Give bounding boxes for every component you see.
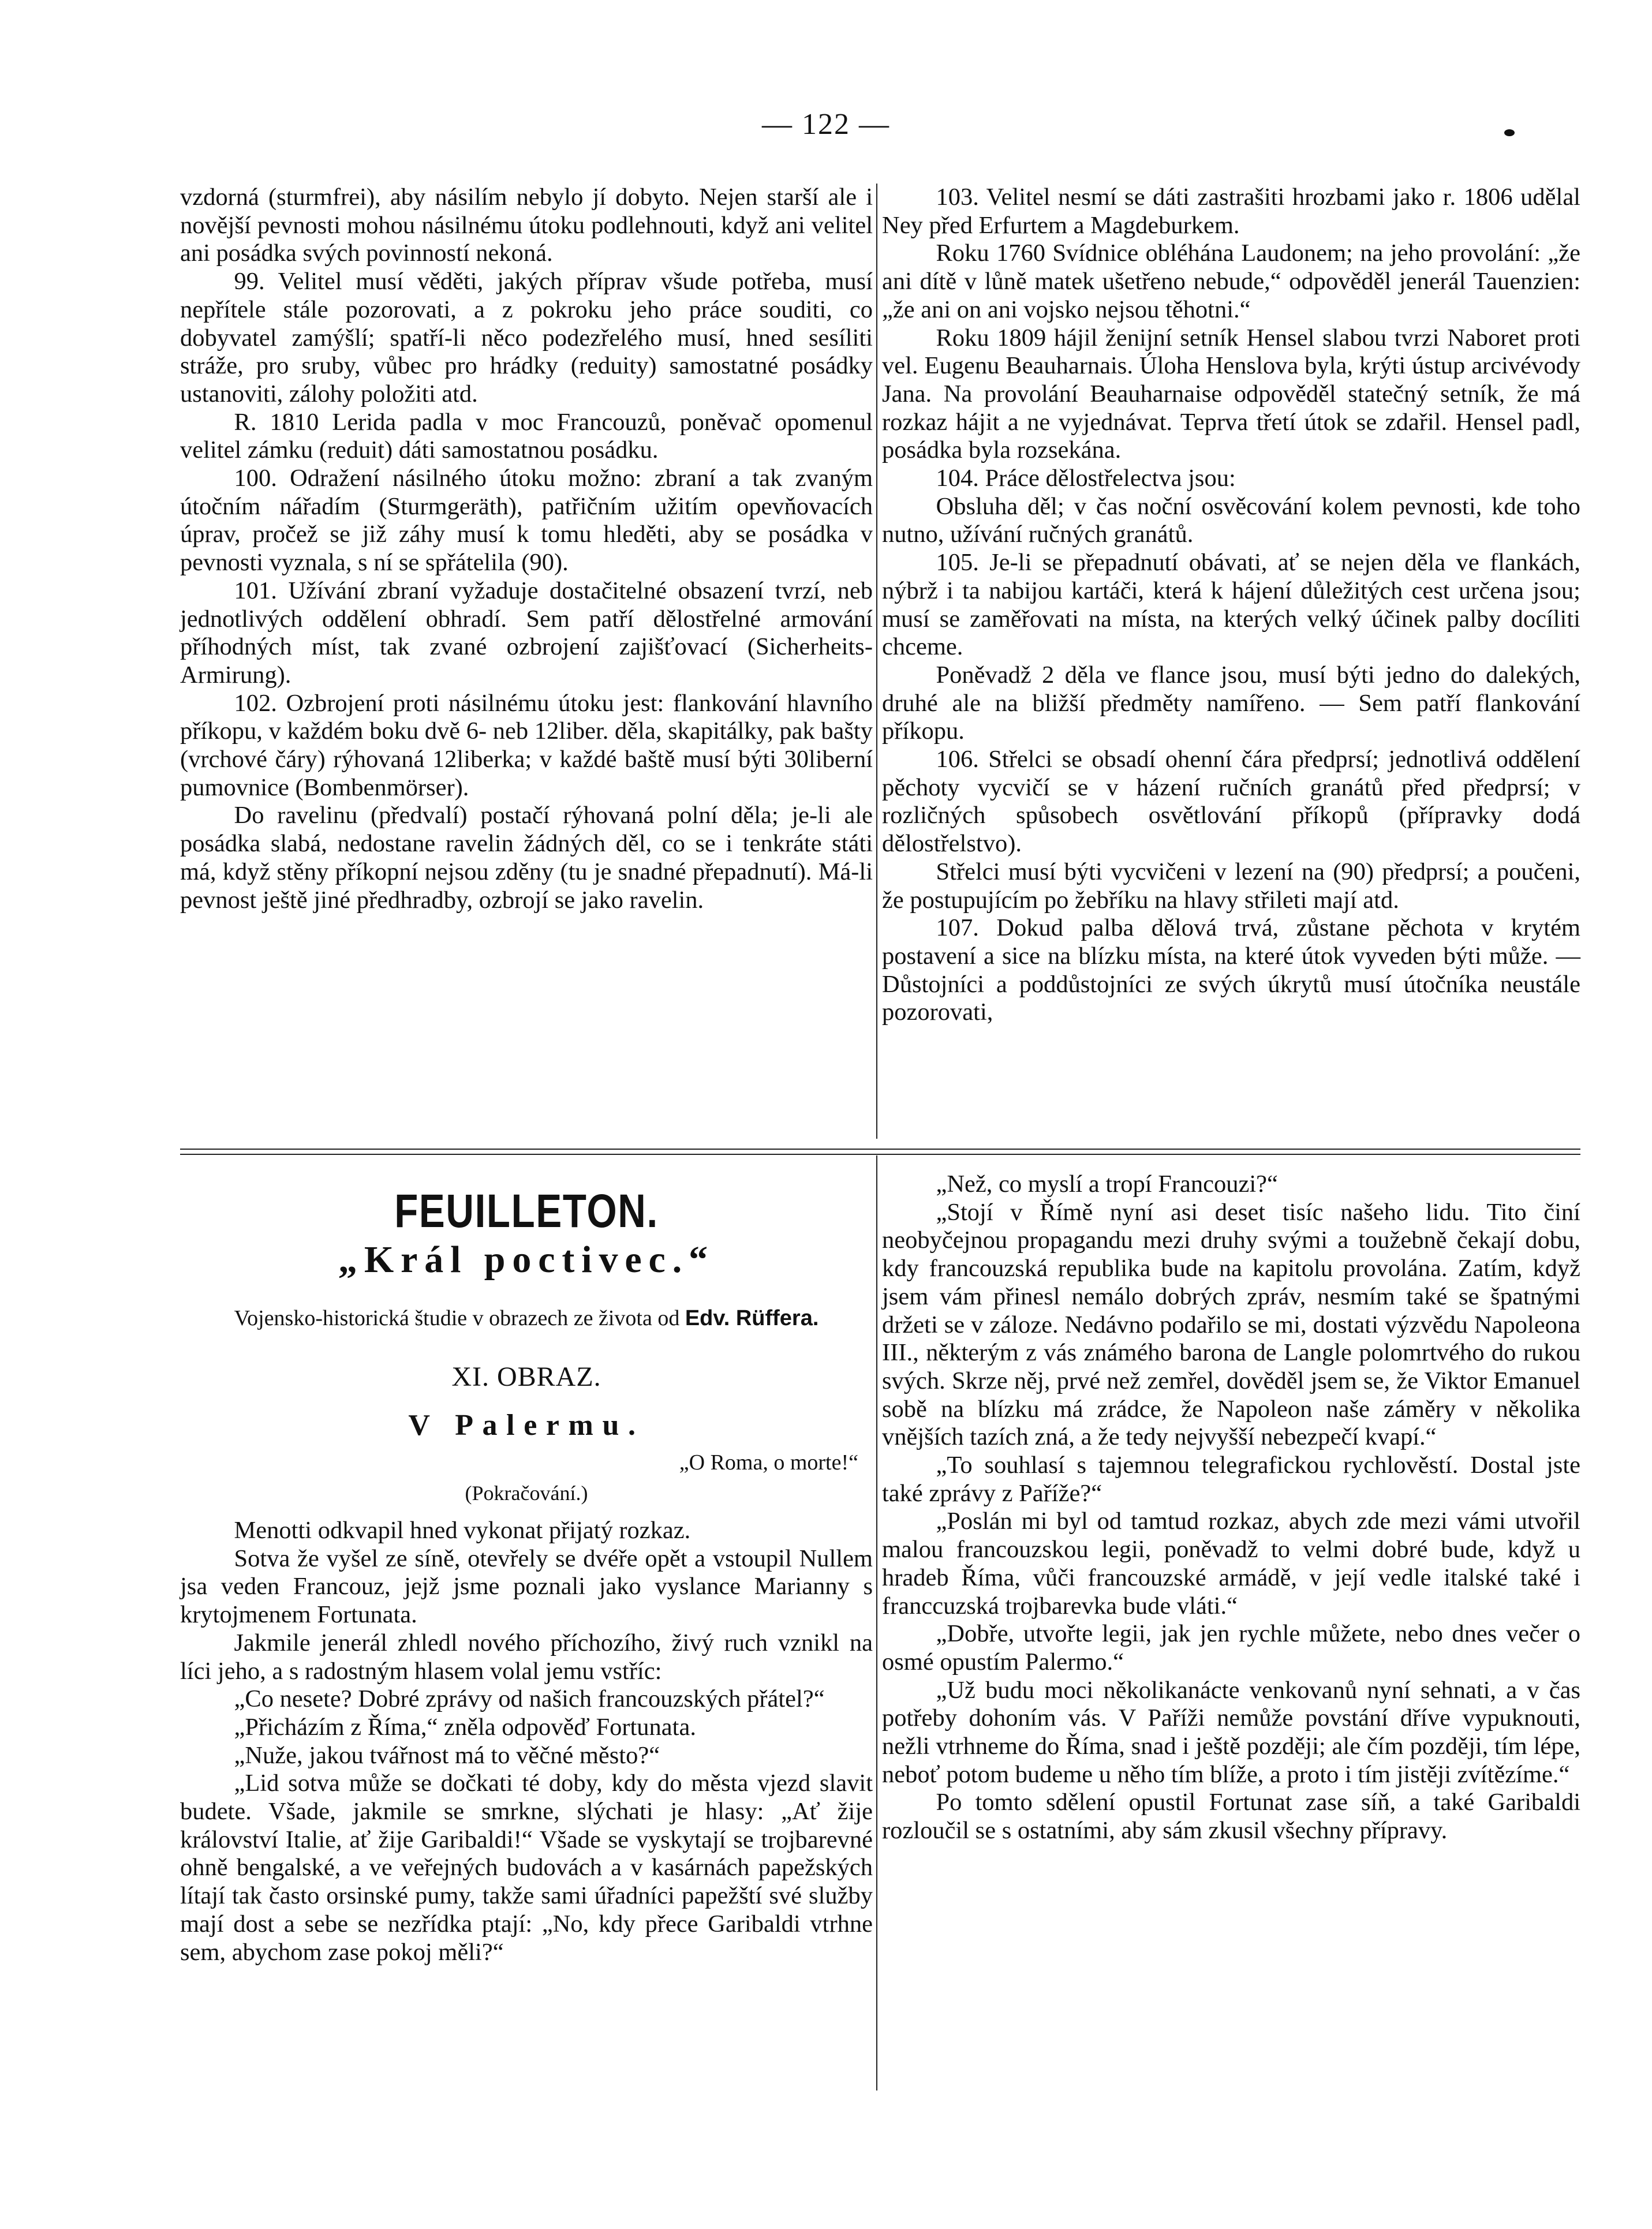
paragraph: 103. Velitel nesmí se dáti zastrašiti hrozbami jako r. 1806 udělal Ney před Erfurtem a Magdeburkem.: [882, 184, 1580, 239]
paragraph: Menotti odkvapil hned vykonat přijatý rozkaz.: [234, 1517, 691, 1544]
paragraph: „Dobře, utvořte legii, jak jen rychle můžete, nebo dnes večer o osmé opustím Palermo.“: [882, 1620, 1580, 1676]
subtitle-text: Vojensko-historická študie v obrazech ze života od: [234, 1306, 685, 1330]
continuation-note: (Pokračování.): [465, 1482, 588, 1505]
paragraph: 102. Ozbrojení proti násilnému útoku jest: flankování hlavního příkopu, v každém boku dvě 6- neb 12liber. děla, skapitálky, pak bašty (vrchové čáry) rýhovaná 12liberka; v každé baště musí býti 30liberní pumovnice (Bombenmörser).: [180, 689, 873, 801]
story-subtitle: [180, 1306, 873, 1331]
paragraph: Jakmile jenerál zhledl nového příchozího, živý ruch vznikl na líci jeho, a s radostným hlasem volal jemu vstříc:: [180, 1629, 873, 1685]
feuilleton-right-column: [882, 1170, 1580, 1845]
paragraph: Sotva že vyšel ze síně, otevřely se dvéře opět a vstoupil Nullem jsa veden Francouz, jejž jsme poznali jako vyslance Marianny s krytojmenem Fortunata.: [180, 1544, 873, 1629]
article-left-column: [180, 184, 873, 914]
paragraph: Roku 1760 Svídnice obléhána Laudonem; na jeho provolání: „že ani dítě v lůně matek ušetřeno nebude,“ odpověděl jenerál Tauenzien: „že ani on ani vojsko nejsou těhotni.“: [882, 240, 1580, 323]
paragraph: Obsluha děl; v čas noční osvěcování kolem pevnosti, kde toho nutno, užívání ručných granátů.: [882, 492, 1580, 548]
paragraph: 100. Odražení násilného útoku možno: zbraní a tak zvaným útočním nářadím (Sturmgeräth), patřičním užitím opevňovacích úprav, pročež se již záhy musí k tomu hleděti, aby se posádka v pevnosti vyznala, s ní se spřátelila (90).: [180, 465, 873, 577]
story-title: „Král poctivec.“: [338, 1239, 715, 1281]
paragraph: „Poslán mi byl od tamtud rozkaz, abych zde mezi vámi utvořil malou francouzskou legii, poněvadž to velmi dobré bude, když u hradeb Říma, vůči francouzské armádě, v její vedle italské také i franccuzská trojbarevka bude vláti.“: [882, 1508, 1580, 1620]
ink-dot: [1504, 129, 1515, 136]
paragraph: Roku 1809 hájil ženijní setník Hensel slabou tvrzi Naboret proti vel. Eugenu Beauharnais. Úloha Henslova byla, krýti ústup arcivévody Jana. Na provolání Beauharnaise odpověděl statečný setník, že má rozkaz hájit a ne vyjednávat. Teprva třetí útok se zdařil. Hensel padl, posádka byla rozsekána.: [882, 324, 1580, 464]
article-right-column: [882, 184, 1580, 1027]
paragraph: 104. Práce dělostřelectva jsou:: [936, 465, 1236, 492]
paragraph: „Než, co myslí a tropí Francouzi?“: [936, 1170, 1278, 1198]
column-divider: [876, 184, 877, 1139]
paragraph: Poněvadž 2 děla ve flance jsou, musí býti jedno do dalekých, druhé ale na bližší předměty namířeno. — Sem patří flankování příkopu.: [882, 661, 1580, 745]
paragraph: 106. Střelci se obsadí ohenní čára předprsí; jednotlivá oddělení pěchoty vycvičí se v házení ručních granátů před předprsí; v rozličných spůsobech osvětlování příkopů (přípravky dodá dělostřelstvo).: [882, 746, 1580, 858]
paragraph: „To souhlasí s tajemnou telegrafickou rychlověstí. Dostal jste také zprávy z Paříže?“: [882, 1452, 1580, 1507]
paragraph: R. 1810 Lerida padla v moc Francouzů, poněvač opomenul velitel zámku (reduit) dáti samostatnou posádku.: [180, 408, 873, 464]
paragraph: 99. Velitel musí věděti, jakých příprav všude potřeba, musí nepřítele stále pozorovati, a z pokroku jeho práce souditi, co dobyvatel zamýšlí; spatří-li něco podezřelého musí, hned sesíliti stráže, pro sruby, vůbec pro hrádky (reduity) samostatné posádky ustanoviti, zálohy položiti atd.: [180, 268, 873, 407]
paragraph: Do ravelinu (předvalí) postačí rýhovaná polní děla; je-li ale posádka slabá, nedostane ravelin žádných děl, co se i tenkráte státi má, když stěny příkopní nejsou zděny (tu je snadné přepadnutí). Má-li pevnost ještě jiné předhradby, ozbrojí se jako ravelin.: [180, 802, 873, 914]
paragraph: „Stojí v Římě nyní asi deset tisíc našeho lidu. Tito činí neobyčejnou propagandu mezi druhy svými a toužebně čekají dobu, kdy francouzská republika bude na kapitolu provolána. Zatím, když jsem vám přinesl nemálo dobrých zpráv, nesmím také se špatnými držeti se v záloze. Nedávno podařilo se mi, dostati výzvědu Napoleona III., některým z vás známého barona de Langle polomrtvého do rukou svých. Skrze něj, prvé než zemřel, dověděl jsem se, že Viktor Emanuel sobě na blízku má zrádce, že Napoleon naše záměry v několika vnějších tazích zná, a že tedy nejvyšší nebezpečí kvapí.“: [882, 1198, 1580, 1451]
paragraph: „Lid sotva může se dočkati té doby, kdy do města vjezd slavit budete. Všade, jakmile se smrkne, slýchati je hlasy: „Ať žije království Italie, ať žije Garibaldi!“ Všade se vyskytají se trojbarevné ohně bengalské, a ve veřejných budovách a v kasárnách papežských lítají tak často orsinské pumy, takže sami úřadníci papežští své služby mají dost a sebe se nezřídka ptají: „No, kdy přece Garibaldi vtrhne sem, abychom zase pokoj měli?“: [180, 1770, 873, 1966]
author-name: Edv. Rüffera.: [685, 1306, 819, 1330]
paragraph: 105. Je-li se přepadnutí obávati, ať se nejen děla ve flankách, nýbrž i ta nabijou kartáči, která k hájení důležitých cest určena jsou; musí se zaměřovati na místa, na kterých velký účinek palby docíliti chceme.: [882, 549, 1580, 661]
feuilleton-left-column: [180, 1517, 873, 1966]
paragraph: „Co nesete? Dobré zprávy od našich francouzských přátel?“: [234, 1685, 825, 1713]
paragraph: 101. Užívání zbraní vyžaduje dostačitelné obsazení tvrzí, neb jednotlivých oddělení obhradí. Sem patří dělostřelné armování příhodných míst, tak zvané ozbrojení zajišťovací (Sicherheits-Armirung).: [180, 577, 873, 689]
feuilleton-heading: FEUILLETON.: [394, 1185, 659, 1237]
paragraph: vzdorná (sturmfrei), aby násilím nebylo jí dobyto. Nejen starší ale i novější pevnosti mohou násilnému útoku podlehnouti, když ani velitel ani posádka svých povinností nekoná.: [180, 184, 873, 267]
paragraph: „Nuže, jakou tvářnost má to věčné město?“: [234, 1741, 660, 1769]
paragraph: Střelci musí býti vycvičeni v lezení na (90) předprsí; a poučeni, že postupujícím po žebříku na hlavy střileti mají atd.: [882, 858, 1580, 914]
page-number: — 122 —: [762, 108, 890, 141]
section-divider: [180, 1149, 1580, 1155]
chapter-title: V Palermu.: [408, 1409, 645, 1442]
paragraph: „Přicházím z Říma,“ zněla odpověď Fortunata.: [234, 1713, 696, 1741]
chapter-number: XI. OBRAZ.: [451, 1362, 601, 1392]
paragraph: Po tomto sdělení opustil Fortunat zase síň, a také Garibaldi rozloučil se s ostatními, aby sám zkusil všechny přípravy.: [882, 1789, 1580, 1845]
epigraph: „O Roma, o morte!“: [679, 1450, 858, 1475]
paragraph: 107. Dokud palba dělová trvá, zůstane pěchota v krytém postavení a sice na blízku místa, na které útok vyveden býti může. — Důstojníci a poddůstojníci ze svých úkrytů musí útočníka neustále pozorovati,: [882, 914, 1580, 1026]
paragraph: „Už budu moci několikanácte venkovanů nyní sehnati, a v čas potřeby dohoním vás. V Paříži nemůže povstání dříve vypuknouti, nežli vtrhneme do Říma, snad i ještě později; ale čím později, tím lépe, neboť potom budeme u něho tím blíže, a proto i tím jistěji zvítězíme.“: [882, 1676, 1580, 1788]
column-divider: [876, 1155, 877, 2090]
